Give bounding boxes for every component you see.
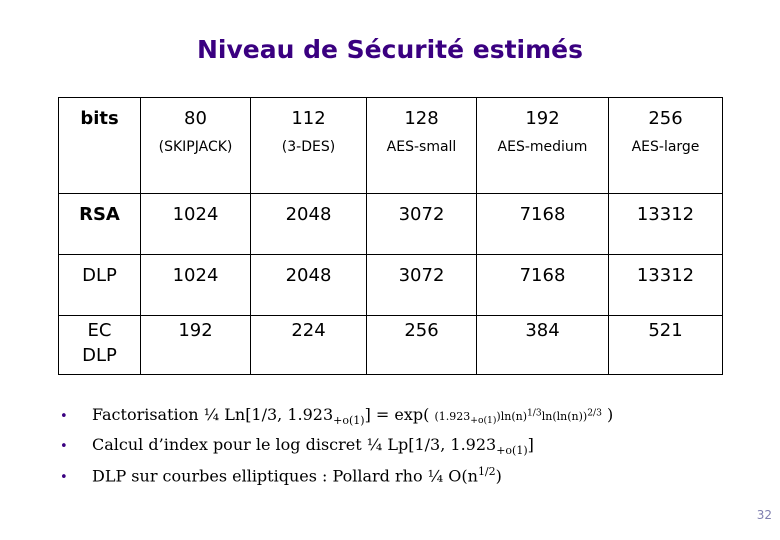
bullet-dot-icon: • bbox=[60, 409, 68, 424]
cell-value: 256 bbox=[404, 320, 439, 341]
algorithm-name: AES-large bbox=[631, 139, 700, 155]
table-row bbox=[59, 316, 723, 375]
cell-value: 7168 bbox=[519, 265, 566, 286]
cell-value: 521 bbox=[648, 320, 683, 341]
header-cell bbox=[367, 98, 477, 194]
row-label-line1: EC bbox=[87, 320, 112, 341]
bullet-dot-icon: • bbox=[60, 470, 68, 486]
row-label-cell bbox=[59, 255, 141, 316]
cell-value: 3072 bbox=[398, 265, 445, 286]
row-label: RSA bbox=[79, 204, 120, 225]
table-cell bbox=[609, 194, 723, 255]
bullet-text: DLP sur courbes elliptiques : Pollard rho ¼ $O(n^{1/2})$ bbox=[92, 465, 502, 486]
table-row bbox=[59, 194, 723, 255]
header-cell bbox=[251, 98, 367, 194]
bits-value: 112 bbox=[291, 108, 326, 129]
cell-value: 13312 bbox=[636, 204, 695, 225]
header-cell bbox=[477, 98, 609, 194]
table-cell bbox=[609, 316, 723, 375]
cell-value: 2048 bbox=[285, 265, 332, 286]
table-cell bbox=[141, 255, 251, 316]
bullet-text: Calcul d’index pour le log discret ¼ Lp[1/3, $1.923_{+o(1)}$] bbox=[92, 435, 534, 458]
table-header-row bbox=[59, 98, 723, 194]
table-cell bbox=[251, 316, 367, 375]
row-label-cell bbox=[59, 194, 141, 255]
table-cell bbox=[251, 255, 367, 316]
table-cell bbox=[367, 316, 477, 375]
table-cell bbox=[609, 255, 723, 316]
table-cell bbox=[141, 316, 251, 375]
row-label-cell bbox=[59, 316, 141, 375]
bullet-index-calculus bbox=[58, 435, 758, 465]
cell-value: 1024 bbox=[172, 204, 219, 225]
table-cell bbox=[367, 255, 477, 316]
bits-value: 128 bbox=[404, 108, 439, 129]
bullet-text: Factorisation ¼ Ln[1/3, $1.923_{+o(1)}] = \exp$( $(1.923_{+o(1)})\ln(n)^{1/3}\ln(\ln(n))^{2/3}$ ) bbox=[92, 405, 614, 428]
slide-title: Niveau de Sécurité estimés bbox=[197, 35, 583, 64]
cell-value: 192 bbox=[178, 320, 213, 341]
algorithm-name: AES-medium bbox=[497, 139, 588, 155]
cell-value: 7168 bbox=[519, 204, 566, 225]
table-cell bbox=[141, 194, 251, 255]
algorithm-name: AES-small bbox=[386, 139, 457, 155]
cell-value: 1024 bbox=[172, 265, 219, 286]
bullet-elliptic-curves bbox=[58, 465, 758, 495]
row-label: DLP bbox=[82, 265, 117, 286]
table-cell bbox=[251, 194, 367, 255]
cell-value: 384 bbox=[525, 320, 560, 341]
cell-value: 224 bbox=[291, 320, 326, 341]
cell-value: 13312 bbox=[636, 265, 695, 286]
bullet-factorisation bbox=[58, 405, 758, 435]
cell-value: 2048 bbox=[285, 204, 332, 225]
algorithm-name: (SKIPJACK) bbox=[158, 139, 233, 155]
header-label-cell bbox=[59, 98, 141, 194]
page-number: 32 bbox=[756, 508, 772, 522]
table-row bbox=[59, 255, 723, 316]
row-label-line2: DLP bbox=[82, 345, 117, 366]
bits-value: 192 bbox=[525, 108, 560, 129]
bullet-list bbox=[58, 405, 758, 495]
table-cell bbox=[477, 194, 609, 255]
algorithm-name: (3-DES) bbox=[281, 139, 336, 155]
header-cell bbox=[141, 98, 251, 194]
table-cell bbox=[477, 316, 609, 375]
bits-value: 80 bbox=[184, 108, 207, 129]
cell-value: 3072 bbox=[398, 204, 445, 225]
bullet-dot-icon: • bbox=[60, 439, 68, 454]
header-cell bbox=[609, 98, 723, 194]
table-cell bbox=[477, 255, 609, 316]
bits-value: 256 bbox=[648, 108, 683, 129]
bits-label: bits bbox=[80, 108, 119, 129]
table-cell bbox=[367, 194, 477, 255]
security-table bbox=[58, 97, 723, 375]
